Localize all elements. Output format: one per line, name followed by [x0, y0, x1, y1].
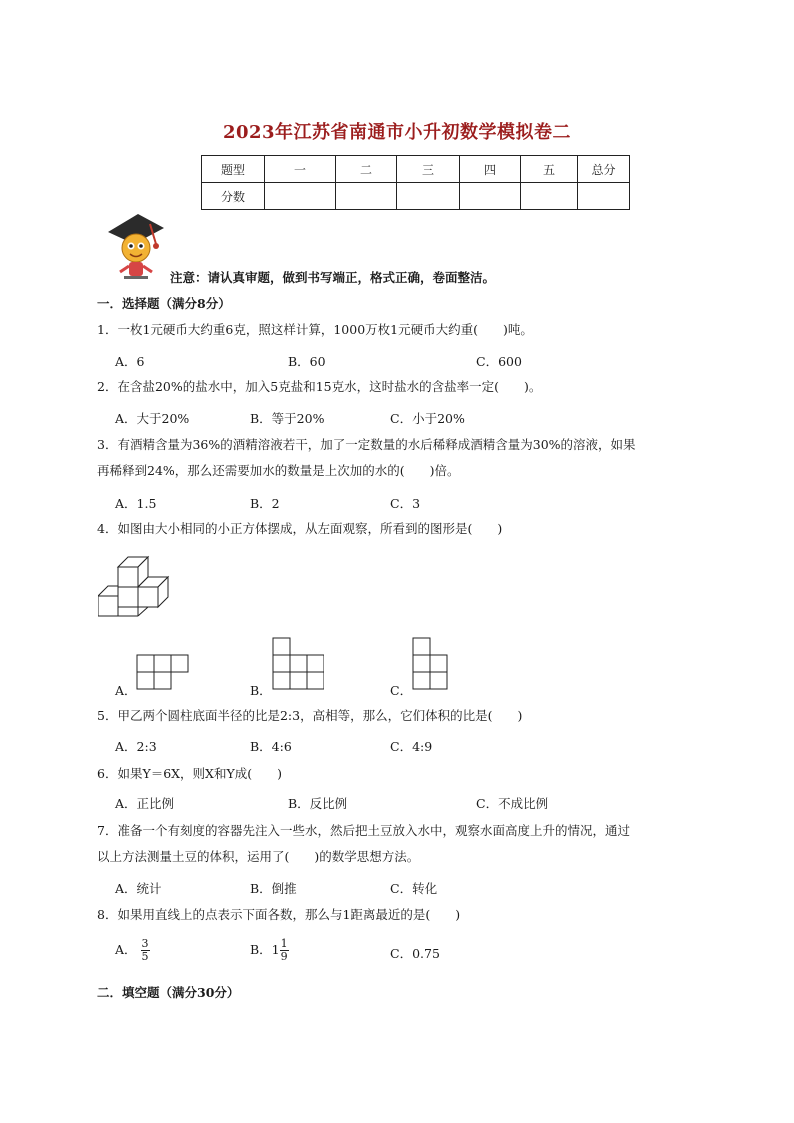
score-blank[interactable] [336, 183, 397, 210]
mascot-icon [100, 210, 168, 285]
score-cell-5: 五 [521, 156, 578, 183]
question-4: 4．如图由大小相同的小正方体摆成，从左面观察，所看到的图形是( ) [97, 521, 503, 536]
score-blank[interactable] [265, 183, 336, 210]
score-cell-total: 总分 [578, 156, 630, 183]
q2-option-a[interactable]: A．大于20% [115, 411, 190, 426]
question-2: 2．在含盐20%的盐水中，加入5克盐和15克水，这时盐水的含盐率一定( )。 [97, 379, 542, 394]
question-7-line-2: 以上方法测量土豆的体积，运用了( )的数学思想方法。 [97, 849, 420, 864]
q7-option-c[interactable]: C．转化 [390, 881, 438, 896]
q8-option-b[interactable] [250, 938, 289, 963]
q8-option-b-label: B．1 [250, 942, 280, 957]
score-table [201, 155, 630, 210]
score-cell-4: 四 [460, 156, 521, 183]
section-1-heading: 一．选择题（满分8分） [97, 296, 231, 311]
question-3-line-2: 再稀释到24%，那么还需要加水的数量是上次加的水的( )倍。 [97, 463, 460, 478]
q2-option-b[interactable]: B．等于20% [250, 411, 325, 426]
score-cell-1: 一 [265, 156, 336, 183]
q7-option-b[interactable]: B．倒推 [250, 881, 297, 896]
q3-option-b[interactable]: B．2 [250, 496, 280, 511]
q5-option-c[interactable]: C．4:9 [390, 739, 433, 754]
q3-option-a[interactable]: A．1.5 [115, 496, 157, 511]
score-blank[interactable] [460, 183, 521, 210]
q8-option-a-label: A． [115, 942, 137, 957]
score-cell-type: 题型 [202, 156, 265, 183]
question-1: 1．一枚1元硬币大约重6克，照这样计算，1000万枚1元硬币大约重( )吨。 [97, 322, 533, 337]
q7-option-a[interactable]: A．统计 [115, 881, 162, 896]
question-7-line-1: 7．准备一个有刻度的容器先注入一些水，然后把土豆放入水中，观察水面高度上升的情况，通过 [97, 823, 630, 838]
q2-option-c[interactable]: C．小于20% [390, 411, 465, 426]
q4-option-c[interactable]: C． [390, 683, 413, 698]
score-cell-2: 二 [336, 156, 397, 183]
fraction-3-5: $\frac{3}{5}$ [141, 937, 149, 963]
q5-option-b[interactable]: B．4:6 [250, 739, 292, 754]
score-blank[interactable] [521, 183, 578, 210]
notice-text: 注意：请认真审题，做到书写端正，格式正确，卷面整洁。 [170, 270, 496, 285]
score-blank[interactable] [397, 183, 460, 210]
q6-option-a[interactable]: A．正比例 [115, 796, 175, 811]
q6-option-c[interactable]: C．不成比例 [476, 796, 549, 811]
q6-option-b[interactable]: B．反比例 [288, 796, 348, 811]
q8-option-a[interactable] [115, 938, 150, 963]
question-8: 8．如果用直线上的点表示下面各数，那么与1距离最近的是( ) [97, 907, 461, 922]
fraction-1-9: $\frac{1}{9}$ [280, 937, 288, 963]
q4-option-a[interactable]: A． [115, 683, 137, 698]
q4-option-a-figure[interactable] [136, 654, 190, 690]
q1-option-b[interactable]: B．60 [288, 354, 326, 369]
page-title: 2023年江苏省南通市小升初数学模拟卷二 [222, 122, 572, 143]
q4-option-b-figure[interactable] [272, 637, 324, 690]
score-table-header-row [202, 156, 630, 183]
question-3-line-1: 3．有酒精含量为36%的酒精溶液若干，加了一定数量的水后稀释成酒精含量为30%的溶液，如果 [97, 437, 636, 452]
q4-option-b[interactable]: B． [250, 683, 272, 698]
question-6: 6．如果Y＝6X，则X和Y成( ) [97, 766, 282, 781]
cube-stack-figure [98, 550, 172, 622]
q1-option-c[interactable]: C．600 [476, 354, 522, 369]
q3-option-c[interactable]: C．3 [390, 496, 421, 511]
score-cell-3: 三 [397, 156, 460, 183]
score-blank[interactable] [578, 183, 630, 210]
question-5: 5．甲乙两个圆柱底面半径的比是2:3，高相等，那么，它们体积的比是( ) [97, 708, 523, 723]
section-2-heading: 二．填空题（满分30分） [97, 985, 240, 1000]
q1-option-a[interactable]: A．6 [115, 354, 145, 369]
q4-option-c-figure[interactable] [412, 637, 448, 690]
q8-option-c[interactable]: C．0.75 [390, 946, 440, 961]
score-table-score-row [202, 183, 630, 210]
q5-option-a[interactable]: A．2:3 [115, 739, 157, 754]
score-label: 分数 [202, 183, 265, 210]
